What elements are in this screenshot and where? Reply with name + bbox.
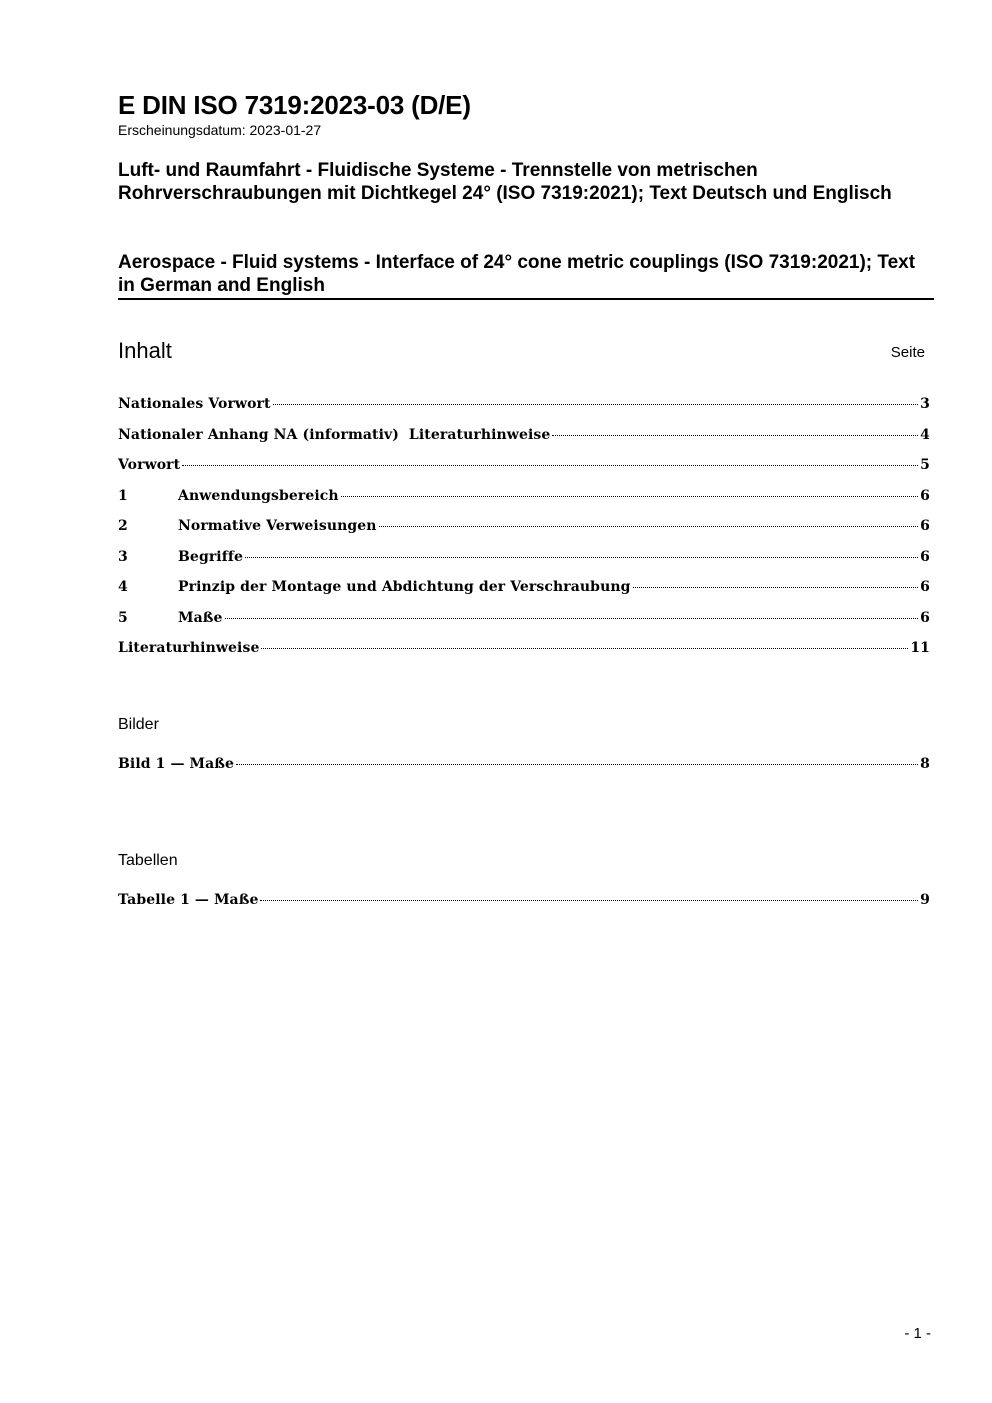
toc-entry[interactable] <box>118 454 930 485</box>
toc-entry-text: Nationales Vorwort <box>118 396 271 412</box>
toc-entry-text: Normative Verweisungen <box>178 518 377 534</box>
toc-entry[interactable] <box>118 393 930 424</box>
table-entry[interactable] <box>118 889 930 911</box>
toc-entry-number: 3 <box>118 548 128 565</box>
table-entry-text: Tabelle 1 — Maße <box>118 892 259 908</box>
page-number: - 1 - <box>904 1325 931 1342</box>
toc-leader <box>245 557 918 558</box>
toc-entry[interactable] <box>118 424 930 455</box>
toc-entry-number: 1 <box>118 487 128 504</box>
toc-entry[interactable] <box>118 546 930 577</box>
toc-leader <box>633 587 919 588</box>
toc-leader <box>341 496 918 497</box>
toc-leader <box>273 404 919 405</box>
toc-entry-page: 5 <box>920 457 930 473</box>
toc-entry-page: 4 <box>920 426 930 443</box>
toc-entry-text: Maße <box>178 609 223 626</box>
toc-heading: Inhalt <box>118 338 172 363</box>
toc-entry-text: Nationaler Anhang NA (informativ) Literaturhinweise <box>118 426 551 443</box>
tables-heading: Tabellen <box>118 852 178 869</box>
figures-heading: Bilder <box>118 716 159 733</box>
title-german: Luft- und Raumfahrt - Fluidische Systeme - Trennstelle von metrischen Rohrverschraubungen mit Dichtkegel 24° (ISO 7319:2021); Text Deutsch und Englisch <box>118 160 892 204</box>
toc-entry-page: 11 <box>910 640 930 656</box>
toc-entry-page: 6 <box>920 487 930 504</box>
toc-entry-text: Literaturhinweise <box>118 640 260 656</box>
toc-entry-text: Vorwort <box>118 457 181 473</box>
toc-leader <box>379 526 919 527</box>
toc-entry-number: 4 <box>118 579 128 595</box>
toc-entry[interactable] <box>118 515 930 546</box>
table-entry-page: 9 <box>920 892 930 908</box>
figure-entry-page: 8 <box>920 756 930 772</box>
toc-entry-page: 6 <box>920 518 930 534</box>
toc-page-label: Seite <box>890 344 925 361</box>
toc-leader <box>182 465 918 466</box>
toc-leader <box>552 435 918 436</box>
toc-entry[interactable] <box>118 637 930 668</box>
toc-entry-page: 3 <box>920 396 930 412</box>
toc-entry[interactable] <box>118 485 930 516</box>
toc-entry-page: 6 <box>920 609 930 626</box>
figure-entry-text: Bild 1 — Maße <box>118 756 235 772</box>
toc-entry-text: Begriffe <box>178 548 243 565</box>
toc-leader <box>236 764 918 765</box>
toc-entry[interactable] <box>118 607 930 638</box>
toc-entry-number: 2 <box>118 518 128 534</box>
toc-entry-page: 6 <box>920 579 930 595</box>
toc-entry-text: Prinzip der Montage und Abdichtung der Verschraubung <box>178 579 631 595</box>
toc-list <box>118 393 930 668</box>
toc-entry-number: 5 <box>118 609 128 626</box>
document-title: E DIN ISO 7319:2023-03 (D/E) <box>118 90 471 120</box>
publication-date: Erscheinungsdatum: 2023-01-27 <box>118 122 322 138</box>
toc-entry-text: Anwendungsbereich <box>178 487 339 504</box>
figures-list <box>118 753 930 775</box>
toc-entry-page: 6 <box>920 548 930 565</box>
figure-entry[interactable] <box>118 753 930 775</box>
toc-leader <box>260 900 918 901</box>
toc-leader <box>225 618 919 619</box>
title-english: Aerospace - Fluid systems - Interface of 24° cone metric couplings (ISO 7319:2021); Text in German and English <box>118 251 934 300</box>
toc-leader <box>261 648 908 649</box>
toc-entry[interactable] <box>118 576 930 607</box>
tables-list <box>118 889 930 911</box>
